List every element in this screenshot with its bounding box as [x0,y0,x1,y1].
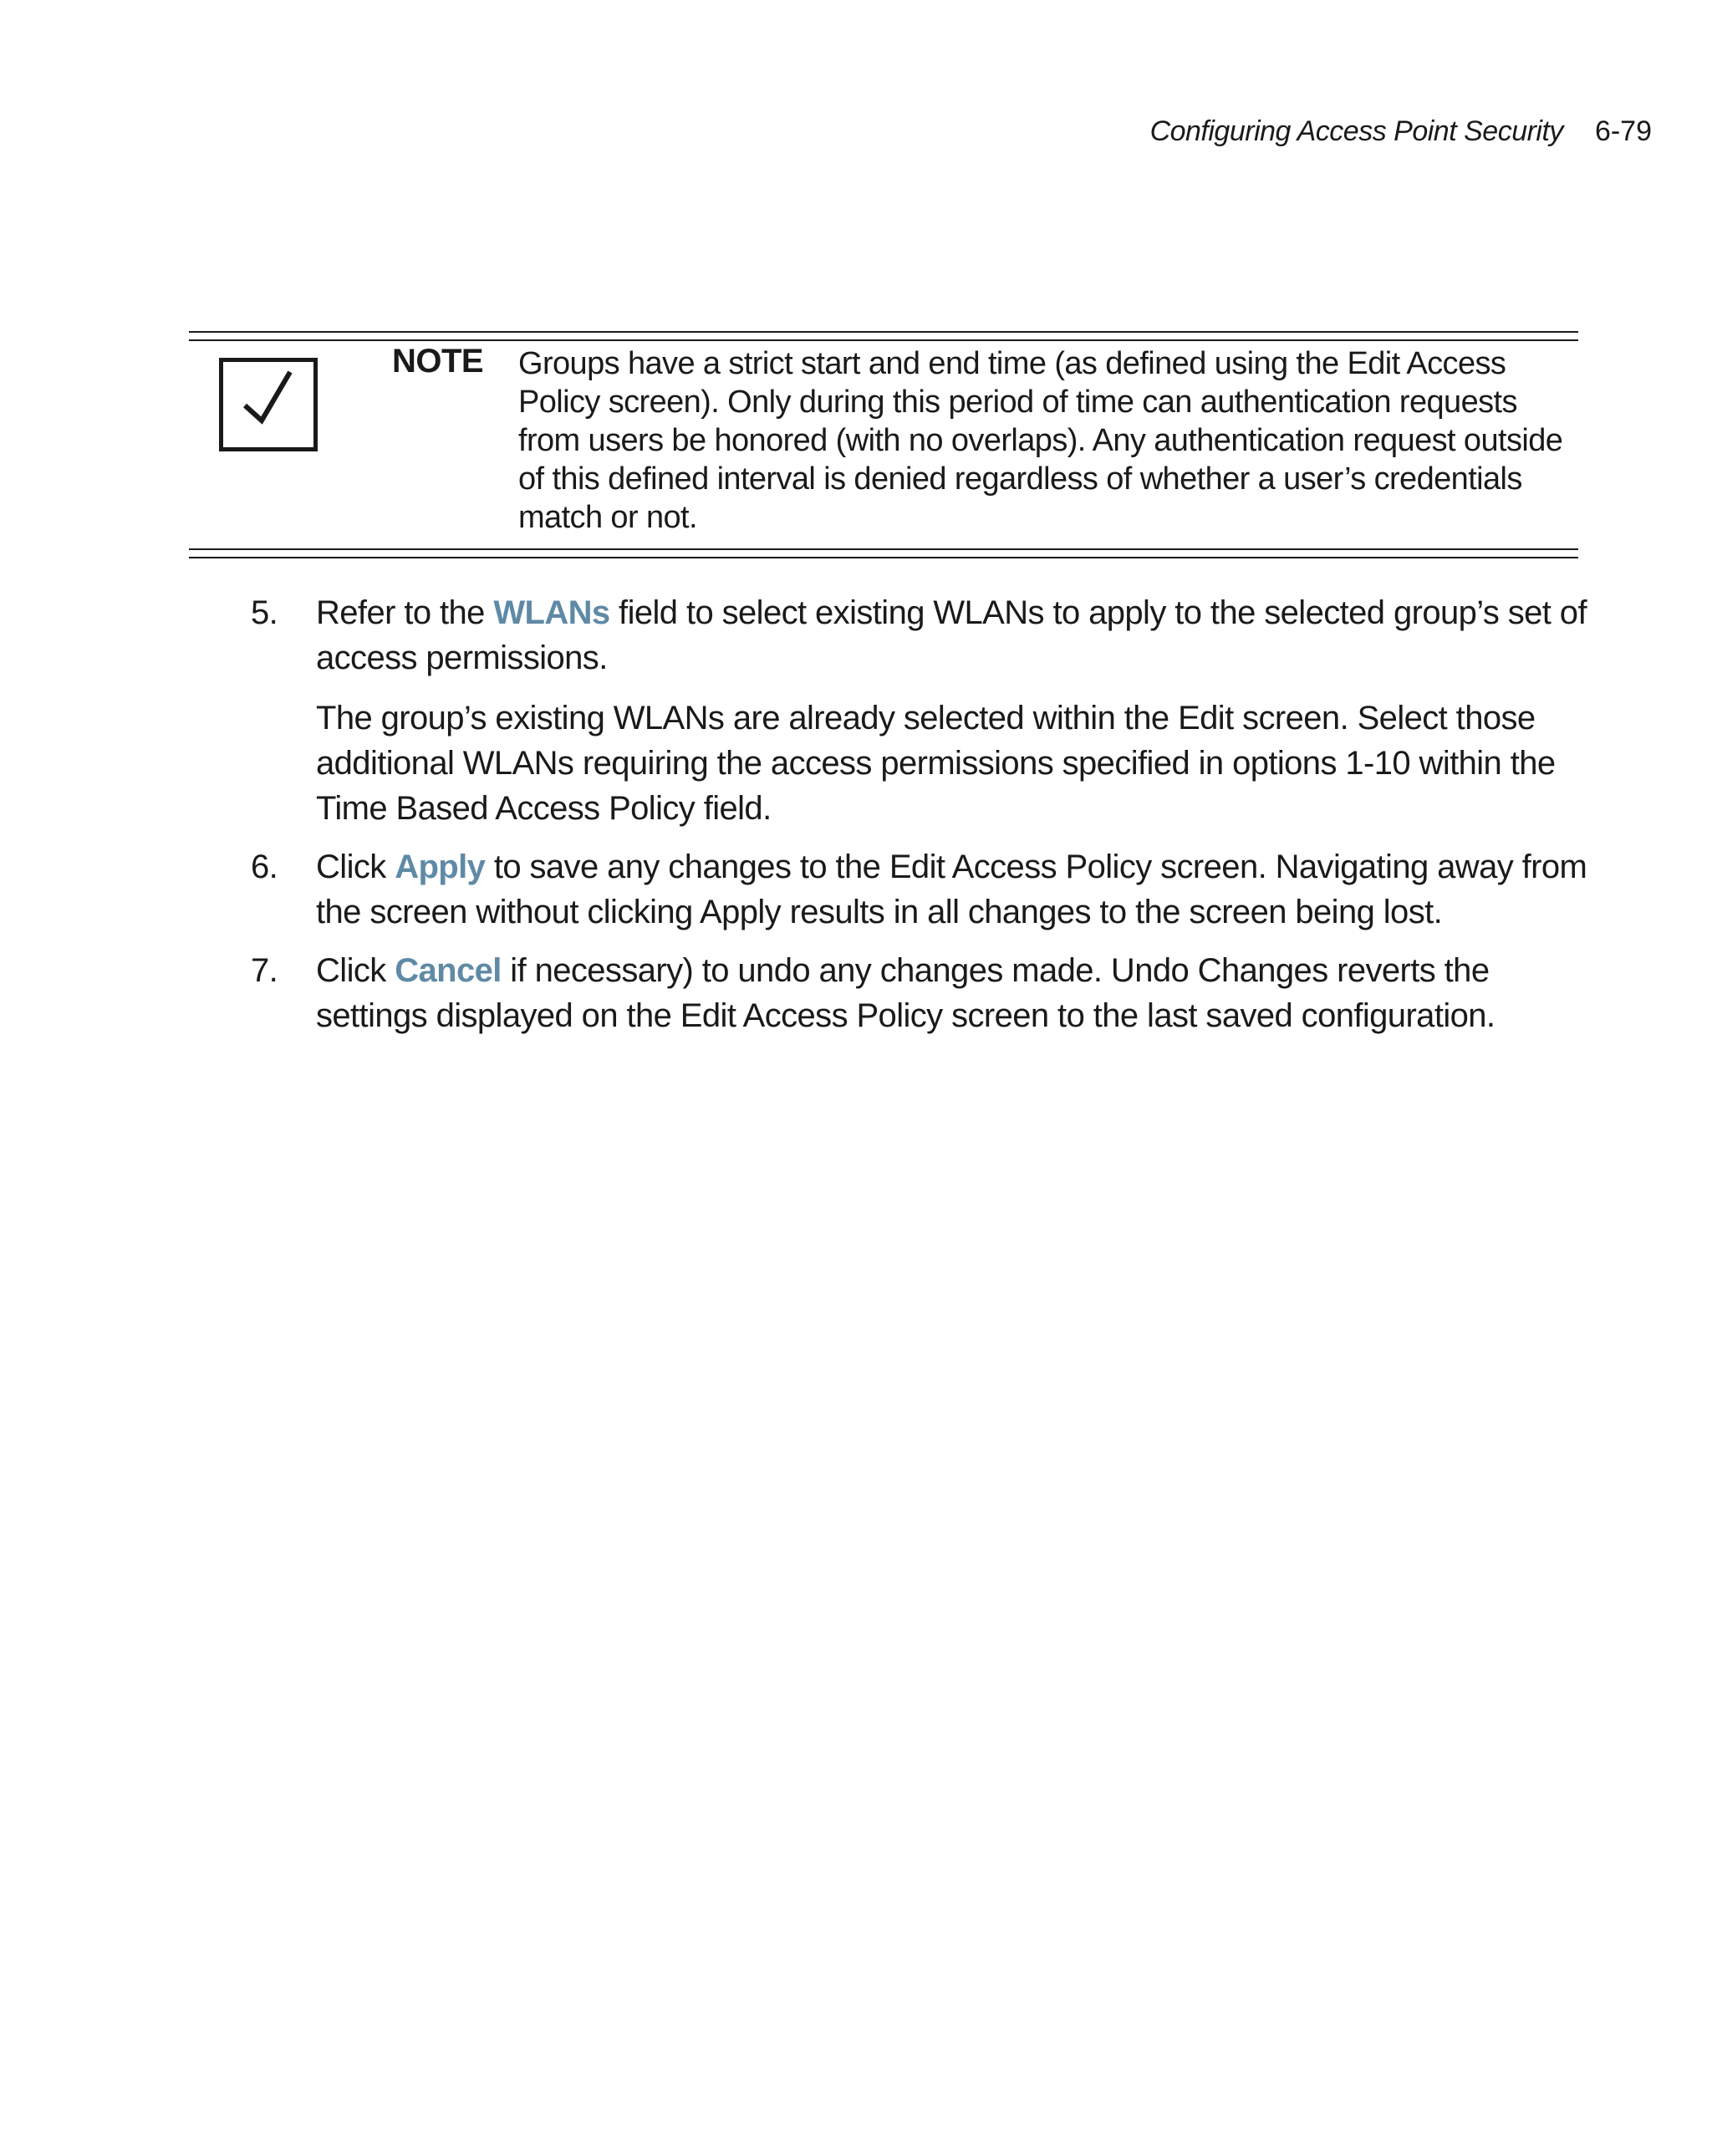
step-number: 5. [251,594,278,631]
wlans-keyword: WLANs [493,594,610,631]
step-text-pre: Click [316,952,395,989]
note-bottom-rule-inner [189,548,1578,550]
step-text [316,590,1588,680]
running-header [1150,115,1652,148]
page-number: 6-79 [1594,115,1652,147]
note-label: NOTE [392,343,484,380]
step-number: 6. [251,849,278,885]
checkmark-glyph [223,362,313,447]
note-block [189,331,1578,560]
step-text [316,844,1588,935]
apply-keyword: Apply [395,849,486,885]
note-top-rule [189,331,1578,333]
note-bottom-rule [189,557,1578,558]
step-text-post: to save any changes to the Edit Access Policy screen. Navigating away from the screen without clicking Apply results in all changes to the screen being lost. [316,849,1587,930]
step-text-post: if necessary) to undo any changes made. Undo Changes reverts the settings displayed on the Edit Access Policy screen to the last saved configuration. [316,952,1495,1034]
step-number: 7. [251,952,278,989]
step-text-pre: Refer to the [316,594,494,631]
chapter-title: Configuring Access Point Security [1149,115,1563,147]
procedure-steps [251,590,1588,1052]
step-text-pre: Click [316,849,395,885]
step-5 [251,590,1588,831]
step-6 [251,844,1588,935]
step-followup-text: The group’s existing WLANs are already selected within the Edit screen. Select those additional WLANs requiring the access permissions specified in options 1-10 within the Time Based Access Policy field. [316,700,1556,827]
note-top-rule-inner [189,339,1578,341]
step-text [316,948,1588,1038]
step-7 [251,948,1588,1038]
checkmark-icon [219,358,318,451]
step-text-post: field to select existing WLANs to apply to the selected group’s set of access permissions. [316,594,1587,676]
cancel-keyword: Cancel [395,952,502,989]
note-text: Groups have a strict start and end time (as defined using the Edit Access Policy screen). Only during this period of time can authentication requests from users be honored (with no overlaps). Any authentication request outside of this defined interval is denied regardless of whether a user’s credentials match or not. [518,346,1563,535]
